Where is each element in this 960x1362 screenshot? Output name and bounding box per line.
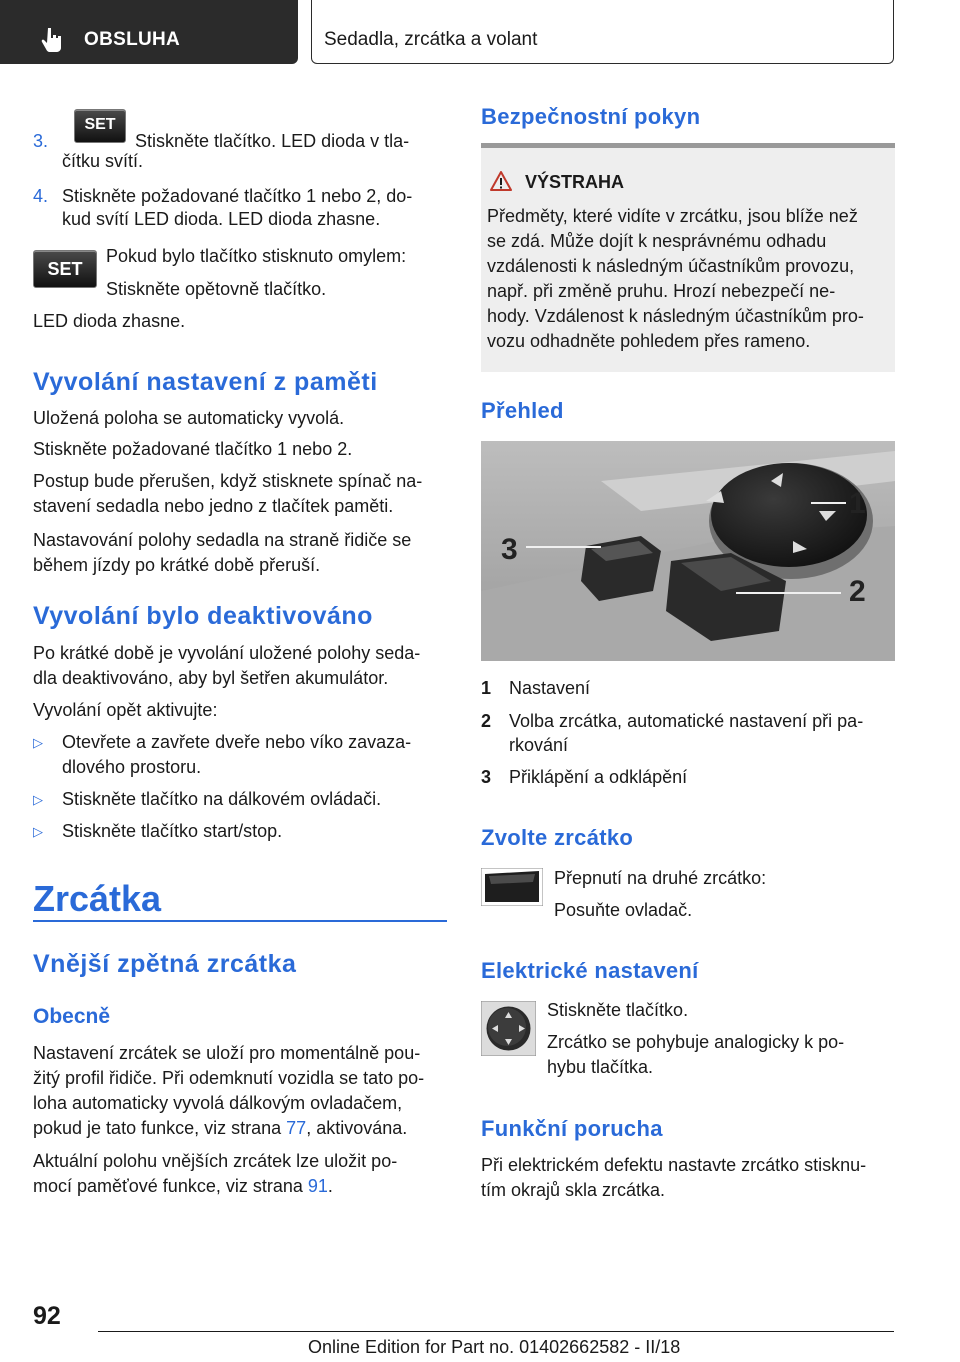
note-text: Stiskněte opětovně tlačítko. — [106, 279, 327, 299]
paragraph: Stiskněte požadované tlačítko 1 nebo 2. — [33, 439, 353, 459]
page-number: 92 — [33, 1302, 61, 1330]
paragraph: Při elektrickém defektu nastavte zrcátko stisknu- — [481, 1155, 867, 1175]
legend-text: Nastavení — [509, 678, 591, 698]
paragraph: během jízdy po krátké době přeruší. — [33, 555, 321, 575]
list-item: dlového prostoru. — [62, 757, 202, 777]
legend-text: Volba zrcátka, automatické nastavení při pa- — [509, 711, 864, 731]
heading-deactivated: Vyvolání bylo deaktivováno — [33, 602, 373, 630]
step-text: čítku svítí. — [62, 151, 144, 171]
paragraph: Uložená poloha se automaticky vyvolá. — [33, 408, 345, 428]
figure-label: 1 — [849, 487, 866, 520]
warning-text: se zdá. Může dojít k nesprávnému odhadu — [487, 231, 827, 251]
paragraph: Nastavování polohy sedadla na straně řidiče se — [33, 530, 412, 550]
heading-mirrors: Vnější zpětná zrcátka — [33, 950, 297, 978]
step-number: 3. — [33, 131, 49, 151]
paragraph: Vyvolání opět aktivujte: — [33, 700, 218, 720]
set-button-icon: SET — [33, 250, 97, 288]
warning-text: hody. Vzdálenost k následným účastníkům pro- — [487, 306, 864, 326]
warning-text: Předměty, které vidíte v zrcátku, jsou blíže než — [487, 206, 858, 226]
footer-rule — [98, 1331, 894, 1332]
paragraph: LED dioda zhasne. — [33, 311, 186, 331]
warning-triangle-icon — [489, 170, 513, 192]
paragraph: Přepnutí na druhé zrcátko: — [554, 868, 767, 888]
legend-number: 3 — [481, 767, 492, 787]
warning-text: vzdálenosti k následným účastníkům provozu, — [487, 256, 855, 276]
heading-select-mirror: Zvolte zrcátko — [481, 825, 634, 850]
heading-fault: Funkční porucha — [481, 1116, 663, 1141]
paragraph: Nastavení zrcátek se uloží pro momentálně pou- — [33, 1043, 421, 1063]
bullet-triangle-icon: ▷ — [33, 735, 43, 750]
legend-number: 1 — [481, 678, 492, 698]
heading-electric: Elektrické nastavení — [481, 958, 699, 983]
paragraph: stavení sedadla nebo jedno z tlačítek paměti. — [33, 496, 394, 516]
paragraph: Postup bude přerušen, když stisknete spínač na- — [33, 471, 423, 491]
paragraph: Po krátké době je vyvolání uložené polohy seda- — [33, 643, 421, 663]
figure-label: 3 — [501, 533, 518, 566]
paragraph: dla deaktivováno, aby byl šetřen akumulátor. — [33, 668, 389, 688]
list-item: Stiskněte tlačítko na dálkovém ovládači. — [62, 789, 382, 809]
step-text: Stiskněte požadované tlačítko 1 nebo 2, do- — [62, 186, 413, 206]
legend-number: 2 — [481, 711, 492, 731]
chapter-title: OBSLUHA — [84, 29, 181, 50]
section-title: Sedadla, zrcátka a volant — [324, 29, 538, 50]
legend-text: rkování — [509, 735, 569, 755]
mirror-control-illustration — [481, 441, 895, 661]
bullet-triangle-icon: ▷ — [33, 792, 43, 807]
paragraph: pokud je tato funkce, viz strana 77, aktivována. — [33, 1118, 408, 1138]
heading-rule — [33, 920, 447, 922]
paragraph: Zrcátko se pohybuje analogicky k po- — [547, 1032, 845, 1052]
step-text: kud svítí LED dioda. LED dioda zhasne. — [62, 209, 381, 229]
footer-edition: Online Edition for Part no. 01402662582 - II/18 — [308, 1337, 681, 1357]
chapter-heading: Zrcátka — [33, 878, 162, 919]
paragraph: loha automaticky vyvolá dálkovým ovladačem, — [33, 1093, 403, 1113]
bullet-triangle-icon: ▷ — [33, 824, 43, 839]
paragraph: Stiskněte tlačítko. — [547, 1000, 689, 1020]
heading-recall: Vyvolání nastavení z paměti — [33, 368, 378, 396]
paragraph: Posuňte ovladač. — [554, 900, 693, 920]
warning-title: VÝSTRAHA — [525, 172, 625, 192]
warning-text: např. při změně pruhu. Hrozí nebezpečí ne- — [487, 281, 836, 301]
step-number: 4. — [33, 186, 49, 206]
paragraph: tím okrajů skla zrcátka. — [481, 1180, 666, 1200]
paragraph: mocí paměťové funkce, viz strana 91. — [33, 1176, 333, 1196]
set-button-icon: SET — [74, 109, 126, 143]
step-text: Stiskněte tlačítko. LED dioda v tla- — [135, 131, 410, 151]
heading-overview: Přehled — [481, 398, 564, 423]
list-item: Stiskněte tlačítko start/stop. — [62, 821, 283, 841]
direction-pad-icon — [481, 1001, 536, 1056]
heading-safety: Bezpečnostní pokyn — [481, 104, 701, 129]
note-text: Pokud bylo tlačítko stisknuto omylem: — [106, 246, 407, 266]
heading-general: Obecně — [33, 1005, 111, 1028]
figure-label: 2 — [849, 575, 866, 608]
page-link[interactable]: 91 — [307, 1176, 328, 1196]
page-link[interactable]: 77 — [286, 1118, 307, 1138]
mirror-switch-icon — [481, 868, 543, 906]
paragraph: hybu tlačítka. — [547, 1057, 654, 1077]
hand-pointer-icon — [40, 26, 66, 52]
paragraph: Aktuální polohu vnějších zrcátek lze uložit po- — [33, 1151, 398, 1171]
paragraph: žitý profil řidiče. Při odemknutí vozidla se tato po- — [33, 1068, 425, 1088]
legend-text: Přiklápění a odklápění — [509, 767, 688, 787]
warning-text: vozu odhadněte pohledem přes rameno. — [487, 331, 811, 351]
list-item: Otevřete a zavřete dveře nebo víko zavaza- — [62, 732, 412, 752]
